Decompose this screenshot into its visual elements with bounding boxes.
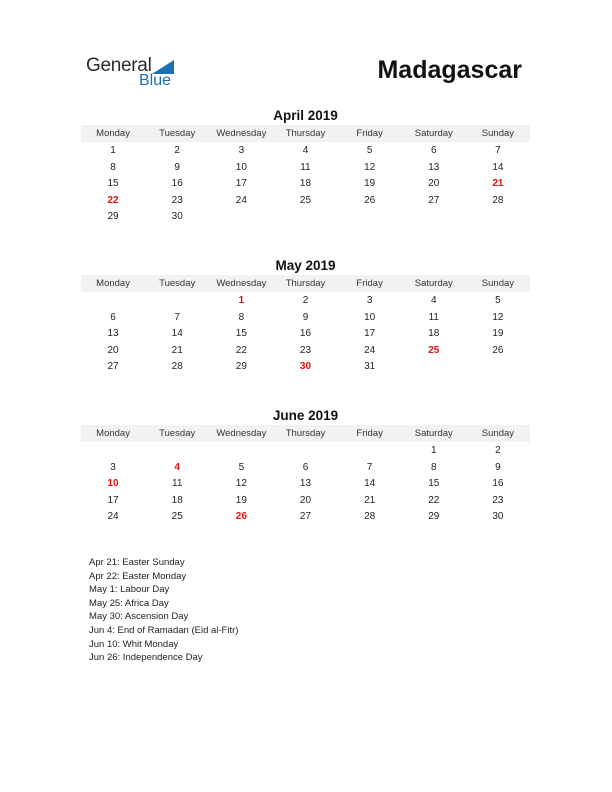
day-cell: 27 (299, 511, 312, 523)
holiday-item: Jun 10: Whit Monday (89, 638, 179, 650)
logo-text-blue: Blue (139, 72, 172, 89)
week-row (81, 493, 530, 510)
generalblue-logo (86, 55, 186, 91)
weekday-label: Saturday (414, 428, 453, 439)
logo-text-general: General (86, 55, 152, 76)
day-cell: 17 (235, 178, 247, 190)
day-cell: 9 (302, 311, 309, 323)
day-cell: 23 (299, 344, 312, 356)
day-cell: 3 (366, 295, 373, 306)
day-cell: 10 (364, 311, 376, 323)
day-cell: 4 (430, 295, 437, 306)
empty-day-cell (273, 443, 337, 460)
weekday-label: Thursday (285, 128, 326, 139)
week-row (81, 509, 530, 526)
holiday-item: Jun 26: Independence Day (89, 652, 203, 664)
holiday-day-cell: 4 (174, 461, 180, 473)
day-cell: 15 (107, 178, 119, 190)
holiday-day-cell: 30 (299, 361, 312, 373)
empty-day-cell (81, 293, 145, 310)
week-row (81, 209, 530, 226)
weekday-label: Sunday (481, 428, 515, 439)
holiday-day-cell: 26 (235, 511, 247, 523)
day-cell: 25 (299, 194, 312, 206)
day-cell: 28 (364, 511, 376, 523)
weekday-label: Monday (96, 128, 130, 139)
day-cell: 31 (364, 361, 376, 373)
holiday-day-cell: 25 (428, 344, 440, 356)
day-cell: 2 (302, 295, 309, 306)
day-cell: 27 (428, 194, 440, 206)
day-cell: 15 (235, 328, 247, 340)
weekday-label: Saturday (414, 128, 453, 139)
empty-day-cell (402, 359, 466, 376)
day-cell: 17 (364, 328, 376, 340)
day-cell: 8 (110, 161, 116, 173)
weekday-label: Sunday (481, 128, 515, 139)
weekday-label: Tuesday (159, 128, 196, 139)
weekday-header (81, 425, 530, 442)
empty-day-cell (81, 443, 145, 460)
weekday-label: Thursday (285, 428, 326, 439)
day-cell: 13 (299, 478, 312, 490)
day-cell: 24 (235, 194, 247, 206)
day-cell: 23 (171, 194, 183, 206)
weekday-header (81, 125, 530, 142)
day-cell: 29 (428, 511, 440, 523)
empty-day-cell (338, 443, 402, 460)
day-cell: 18 (428, 328, 440, 340)
holiday-item: Jun 4: End of Ramadan (Eid al-Fitr) (89, 624, 239, 636)
weekday-label: Thursday (285, 278, 326, 289)
week-row (81, 143, 530, 160)
empty-day-cell (466, 209, 530, 226)
day-cell: 14 (364, 478, 376, 490)
week-row (81, 476, 530, 493)
day-cell: 5 (366, 145, 373, 156)
empty-day-cell (209, 443, 273, 460)
day-cell: 10 (235, 161, 247, 173)
day-cell: 4 (302, 145, 309, 156)
day-cell: 6 (302, 461, 309, 473)
day-cell: 29 (235, 361, 247, 373)
weekday-header (81, 275, 530, 292)
day-cell: 29 (107, 211, 119, 223)
day-cell: 8 (430, 461, 437, 473)
empty-day-cell (145, 293, 209, 310)
weekday-label: Sunday (481, 278, 515, 289)
day-cell: 3 (110, 461, 116, 473)
weekday-label: Wednesday (216, 428, 267, 439)
day-cell: 2 (495, 445, 501, 456)
day-cell: 1 (110, 145, 116, 156)
day-cell: 11 (172, 478, 183, 490)
week-row (81, 359, 530, 376)
holiday-day-cell: 22 (107, 194, 119, 206)
month-title: June 2019 (272, 408, 339, 423)
day-cell: 14 (171, 328, 183, 340)
week-row (81, 443, 530, 460)
day-cell: 20 (107, 344, 119, 356)
weekday-label: Tuesday (159, 428, 196, 439)
holiday-item: May 1: Labour Day (89, 584, 170, 596)
month-calendar (81, 257, 530, 376)
day-cell: 12 (364, 161, 376, 173)
day-cell: 3 (238, 145, 245, 156)
holiday-day-cell: 21 (492, 178, 504, 190)
day-cell: 18 (299, 178, 312, 190)
day-cell: 28 (171, 361, 183, 373)
month-title: April 2019 (273, 108, 338, 123)
day-cell: 9 (174, 161, 180, 173)
holiday-item: May 30: Ascension Day (89, 611, 189, 623)
day-cell: 19 (235, 494, 247, 506)
day-cell: 30 (171, 211, 183, 223)
empty-day-cell (338, 209, 402, 226)
day-cell: 11 (428, 311, 439, 323)
day-cell: 6 (430, 145, 437, 156)
day-cell: 13 (107, 328, 119, 340)
holiday-item: Apr 21: Easter Sunday (89, 557, 185, 568)
holiday-day-cell: 10 (107, 478, 119, 490)
day-cell: 14 (492, 161, 504, 173)
day-cell: 7 (495, 145, 501, 156)
weekday-label: Monday (96, 278, 130, 289)
country-title: Madagascar (377, 56, 522, 84)
weekday-label: Friday (356, 428, 383, 439)
holiday-item: May 25: Africa Day (89, 597, 169, 609)
day-cell: 12 (235, 478, 247, 490)
day-cell: 16 (299, 328, 312, 340)
day-cell: 2 (174, 145, 180, 156)
day-cell: 5 (238, 461, 245, 473)
day-cell: 11 (300, 161, 311, 173)
day-cell: 24 (364, 344, 376, 356)
day-cell: 18 (171, 494, 183, 506)
day-cell: 19 (492, 328, 504, 340)
day-cell: 16 (492, 478, 504, 490)
weekday-label: Friday (356, 278, 383, 289)
empty-day-cell (466, 359, 530, 376)
week-row (81, 310, 530, 327)
month-title: May 2019 (275, 258, 336, 273)
day-cell: 7 (174, 311, 180, 323)
day-cell: 20 (428, 178, 440, 190)
weekday-label: Tuesday (159, 278, 196, 289)
week-row (81, 176, 530, 193)
week-row (81, 343, 530, 360)
day-cell: 20 (299, 494, 312, 506)
day-cell: 1 (430, 445, 437, 456)
empty-day-cell (273, 209, 337, 226)
day-cell: 30 (492, 511, 504, 523)
day-cell: 8 (238, 311, 245, 323)
weekday-label: Monday (96, 428, 130, 439)
day-cell: 7 (366, 461, 373, 473)
week-row (81, 160, 530, 177)
day-cell: 26 (492, 344, 504, 356)
weekday-label: Wednesday (216, 278, 267, 289)
holiday-day-cell: 1 (238, 295, 245, 306)
day-cell: 22 (235, 344, 247, 356)
month-calendar (81, 407, 530, 526)
weekday-label: Friday (356, 128, 383, 139)
week-row (81, 326, 530, 343)
day-cell: 22 (428, 494, 440, 506)
holiday-item: Apr 22: Easter Monday (89, 570, 187, 582)
weekday-label: Saturday (414, 278, 453, 289)
day-cell: 17 (107, 494, 119, 506)
day-cell: 23 (492, 494, 504, 506)
day-cell: 21 (171, 344, 183, 356)
empty-day-cell (209, 209, 273, 226)
day-cell: 27 (107, 361, 119, 373)
day-cell: 21 (364, 494, 376, 506)
day-cell: 19 (364, 178, 376, 190)
day-cell: 12 (492, 311, 504, 323)
day-cell: 16 (171, 178, 183, 190)
day-cell: 13 (428, 161, 440, 173)
week-row (81, 460, 530, 477)
day-cell: 25 (171, 511, 183, 523)
day-cell: 9 (495, 461, 501, 473)
day-cell: 6 (110, 311, 116, 323)
weekday-label: Wednesday (216, 128, 267, 139)
week-row (81, 293, 530, 310)
empty-day-cell (402, 209, 466, 226)
day-cell: 5 (495, 295, 501, 306)
day-cell: 28 (492, 194, 504, 206)
day-cell: 24 (107, 511, 119, 523)
month-calendar (81, 107, 530, 226)
empty-day-cell (145, 443, 209, 460)
day-cell: 26 (364, 194, 376, 206)
holiday-list (89, 556, 238, 665)
day-cell: 15 (428, 478, 440, 490)
week-row (81, 193, 530, 210)
